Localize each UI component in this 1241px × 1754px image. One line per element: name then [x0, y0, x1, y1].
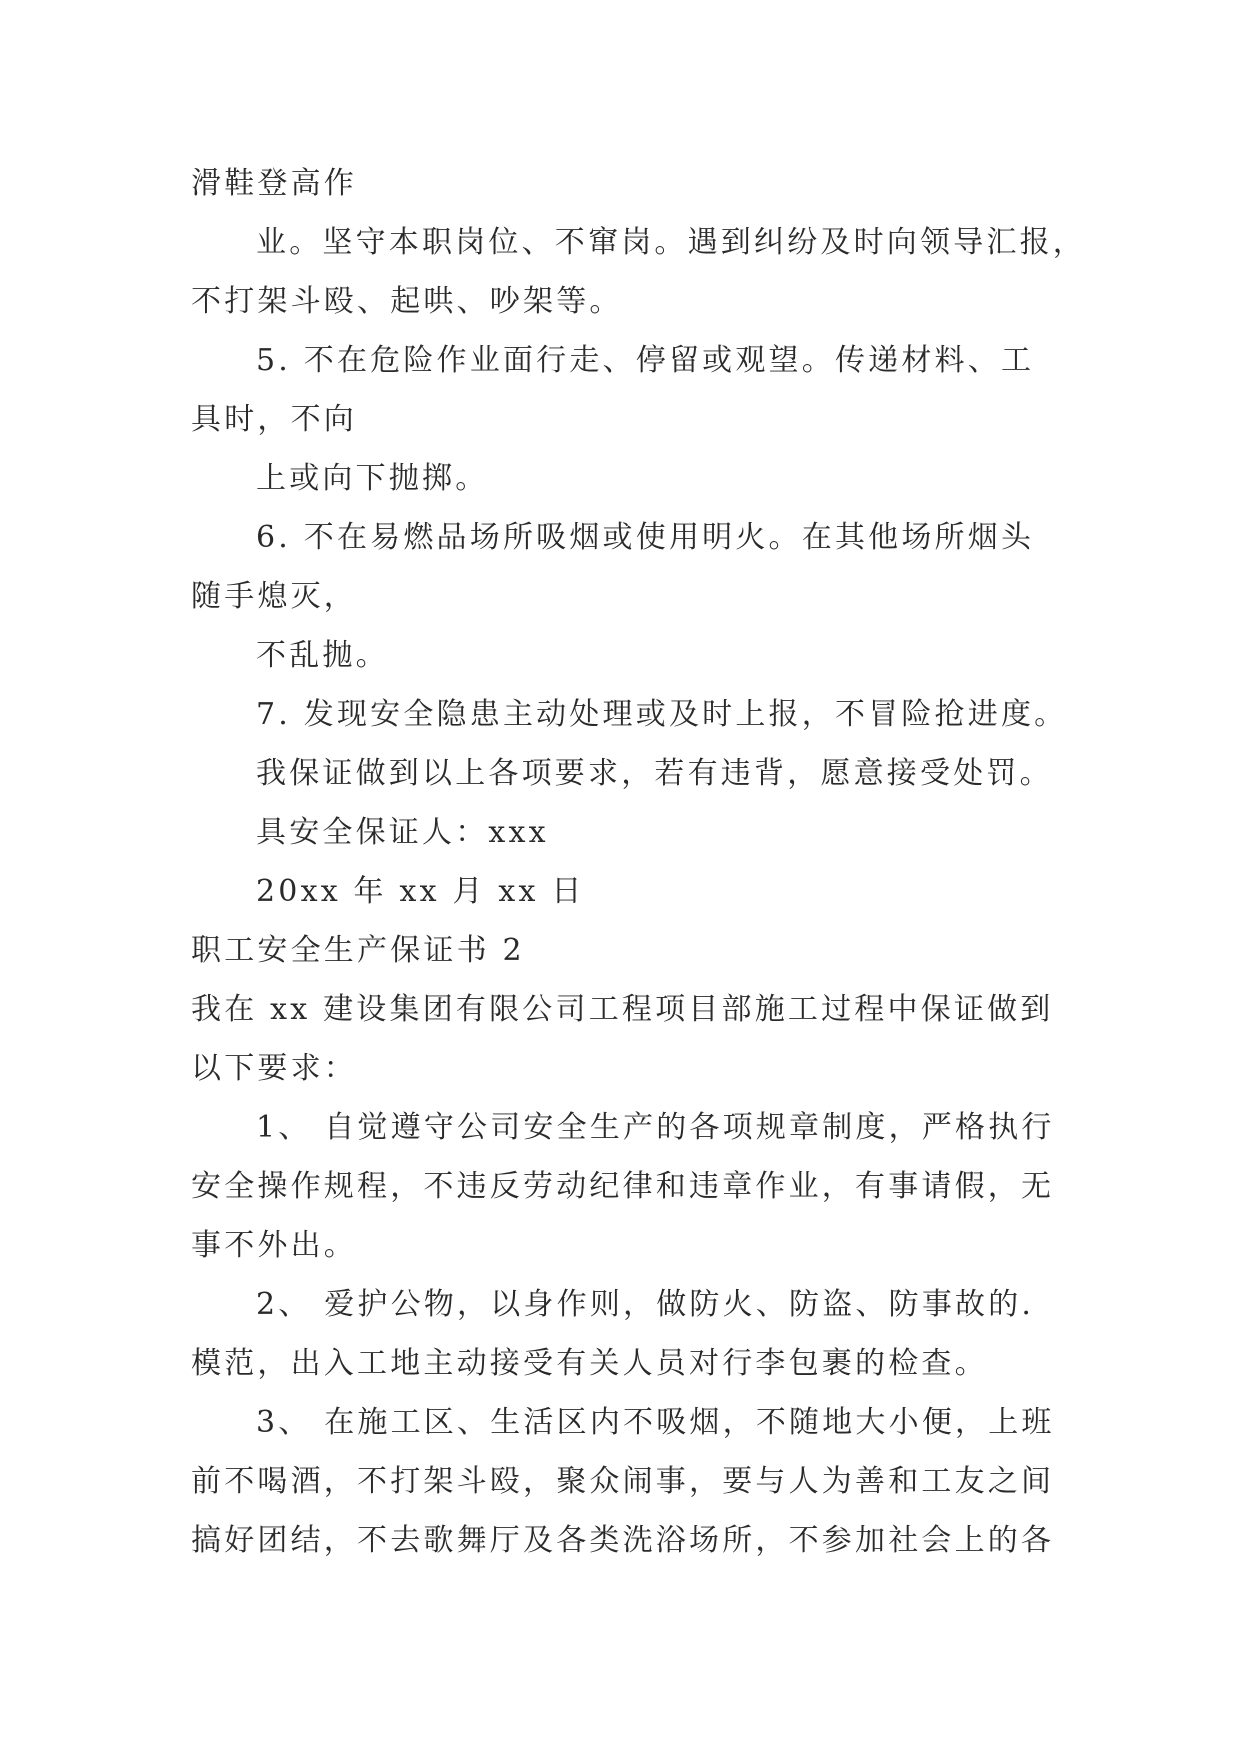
text-line: 1、 自觉遵守公司安全生产的各项规章制度，严格执行 [256, 1110, 1055, 1145]
text-line: 业。坚守本职岗位、不窜岗。遇到纠纷及时向领导汇报， [256, 225, 1086, 260]
section-title: 职工安全生产保证书 2 [191, 933, 525, 968]
text-line: 上或向下抛掷。 [256, 461, 489, 496]
text-line: 我在 xx 建设集团有限公司工程项目部施工过程中保证做到 [191, 992, 1054, 1027]
text-line: 7. 发现安全隐患主动处理或及时上报，不冒险抢进度。 [256, 697, 1068, 732]
text-line: 不打架斗殴、起哄、吵架等。 [191, 284, 623, 319]
text-line: 安全操作规程，不违反劳动纪律和违章作业，有事请假，无 [191, 1169, 1055, 1204]
text-line: 事不外出。 [191, 1228, 357, 1263]
text-line: 我保证做到以上各项要求，若有违背，愿意接受处罚。 [256, 756, 1053, 791]
text-line: 3、 在施工区、生活区内不吸烟，不随地大小便，上班 [256, 1405, 1055, 1440]
text-line: 以下要求： [191, 1051, 357, 1086]
text-line: 随手熄灭， [191, 579, 357, 614]
text-line: 不乱抛。 [256, 638, 389, 673]
text-line: 6. 不在易燃品场所吸烟或使用明火。在其他场所烟头 [256, 520, 1035, 555]
signature-line: 具安全保证人：xxx [256, 815, 549, 850]
text-line: 具时，不向 [191, 402, 357, 437]
date-line: 20xx 年 xx 月 xx 日 [256, 874, 585, 909]
text-line: 前不喝酒，不打架斗殴，聚众闹事，要与人为善和工友之间 [191, 1464, 1055, 1499]
text-line: 2、 爱护公物，以身作则，做防火、防盗、防事故的. [256, 1287, 1035, 1322]
text-line: 搞好团结，不去歌舞厅及各类洗浴场所，不参加社会上的各 [191, 1523, 1055, 1558]
text-line: 5. 不在危险作业面行走、停留或观望。传递材料、工 [256, 343, 1035, 378]
text-line: 滑鞋登高作 [191, 166, 357, 201]
text-line: 模范，出入工地主动接受有关人员对行李包裹的检查。 [191, 1346, 988, 1381]
